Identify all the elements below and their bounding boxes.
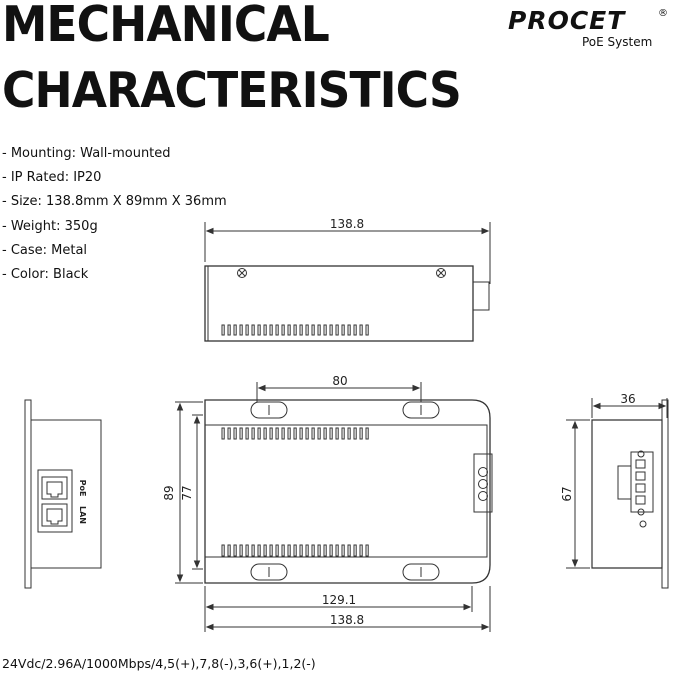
vent-slot: [294, 428, 296, 439]
spec-mounting: - Mounting: Wall-mounted: [2, 146, 171, 161]
vent-slot: [228, 428, 230, 439]
vent-slot: [312, 428, 314, 439]
vent-slot: [234, 428, 236, 439]
vent-slot: [366, 325, 368, 335]
left-flange: [25, 400, 31, 588]
dim-height-outer: 89: [162, 485, 176, 501]
electrical-spec-footer: 24Vdc/2.96A/1000Mbps/4,5(+),7,8(-),3,6(+),1,2(-): [2, 656, 316, 671]
vent-slot: [318, 428, 320, 439]
dim-height-inner: 77: [180, 485, 194, 501]
title-line-2: CHARACTERISTICS: [2, 62, 461, 119]
rj45-port-lan: [42, 504, 67, 526]
vent-slots: [222, 545, 368, 556]
vent-slot: [330, 325, 332, 335]
spec-color: - Color: Black: [2, 266, 89, 282]
vent-slot: [342, 325, 344, 335]
vent-slot: [246, 545, 248, 556]
vent-slot: [324, 545, 326, 556]
vent-slot: [252, 428, 254, 439]
dc-terminal: [631, 452, 653, 512]
vent-slot: [222, 325, 224, 335]
left-side-view: [25, 400, 101, 588]
vent-slot: [306, 545, 308, 556]
logo-tagline: PoE System: [582, 35, 653, 49]
vent-slot: [264, 545, 266, 556]
dim-top-width: 138.8: [329, 217, 365, 231]
vent-slot: [288, 325, 290, 335]
vent-slot: [276, 428, 278, 439]
vent-slot: [270, 545, 272, 556]
vent-slot: [324, 325, 326, 335]
logo-registered-mark: ®: [658, 8, 668, 19]
vent-slot: [330, 545, 332, 556]
terminal-block: [474, 454, 492, 512]
vent-slot: [222, 545, 224, 556]
vent-slot: [234, 325, 236, 335]
vent-slot: [246, 325, 248, 335]
vent-slot: [258, 428, 260, 439]
spec-size: - Size: 138.8mm X 89mm X 36mm: [2, 194, 227, 210]
vent-slot: [240, 545, 242, 556]
vent-slot: [300, 428, 302, 439]
terminal-screw: [479, 480, 488, 489]
vent-slot: [360, 428, 362, 439]
vent-slot: [246, 428, 248, 439]
vent-slot: [366, 428, 368, 439]
vent-slot: [222, 428, 224, 439]
vent-slot: [228, 545, 230, 556]
vent-slot: [288, 428, 290, 439]
vent-slot: [234, 545, 236, 556]
vent-slots: [222, 325, 368, 335]
vent-slot: [228, 325, 230, 335]
dim-side-depth: 36: [620, 392, 636, 406]
vent-slot: [270, 325, 272, 335]
top-view: [205, 222, 490, 341]
vent-slot: [306, 428, 308, 439]
title-line-1: MECHANICAL: [2, 0, 329, 53]
vent-slot: [318, 325, 320, 335]
vent-slot: [240, 325, 242, 335]
vent-slot: [306, 325, 308, 335]
spec-ip-rating: - IP Rated: IP20: [2, 170, 102, 186]
vent-slot: [318, 545, 320, 556]
vent-slot: [270, 428, 272, 439]
vent-slot: [354, 545, 356, 556]
vent-slot: [252, 545, 254, 556]
dim-body-width: 129.1: [321, 593, 357, 607]
vent-slots: [222, 428, 368, 439]
vent-slot: [258, 545, 260, 556]
top-view-connector: [473, 282, 489, 310]
vent-slot: [336, 428, 338, 439]
vent-slot: [240, 428, 242, 439]
vent-slot: [300, 325, 302, 335]
vent-slot: [294, 325, 296, 335]
rj45-port-poe: [42, 477, 67, 499]
vent-slot: [264, 428, 266, 439]
vent-slot: [348, 545, 350, 556]
right-side-body: [592, 420, 662, 568]
terminal-screw: [479, 468, 488, 477]
top-view-body: [205, 266, 473, 341]
vent-slot: [282, 428, 284, 439]
led-indicator: [640, 521, 646, 527]
vent-slot: [312, 545, 314, 556]
vent-slot: [342, 428, 344, 439]
vent-slot: [300, 545, 302, 556]
vent-slot: [258, 325, 260, 335]
vent-slot: [348, 428, 350, 439]
vent-slot: [288, 545, 290, 556]
port-label-poe: PoE: [78, 479, 87, 497]
vent-slot: [282, 545, 284, 556]
vent-slot: [360, 545, 362, 556]
terminal-screw: [479, 492, 488, 501]
vent-slot: [360, 325, 362, 335]
vent-slot: [348, 325, 350, 335]
vent-slot: [354, 325, 356, 335]
spec-case: - Case: Metal: [2, 242, 88, 258]
dim-side-height: 67: [560, 486, 574, 502]
vent-slot: [336, 325, 338, 335]
right-side-view: [566, 398, 668, 588]
vent-slot: [330, 428, 332, 439]
vent-slot: [354, 428, 356, 439]
vent-slot: [276, 545, 278, 556]
dim-hole-spacing: 80: [332, 374, 348, 388]
vent-slot: [342, 545, 344, 556]
vent-slot: [282, 325, 284, 335]
port-label-lan: LAN: [78, 506, 87, 524]
spec-weight: - Weight: 350g: [2, 218, 98, 234]
dim-total-width: 138.8: [329, 613, 365, 627]
logo-name: PROCET: [508, 6, 626, 35]
vent-slot: [324, 428, 326, 439]
vent-slot: [312, 325, 314, 335]
vent-slot: [276, 325, 278, 335]
vent-slot: [264, 325, 266, 335]
right-flange: [662, 400, 668, 588]
vent-slot: [252, 325, 254, 335]
vent-slot: [336, 545, 338, 556]
vent-slot: [366, 545, 368, 556]
vent-slot: [294, 545, 296, 556]
